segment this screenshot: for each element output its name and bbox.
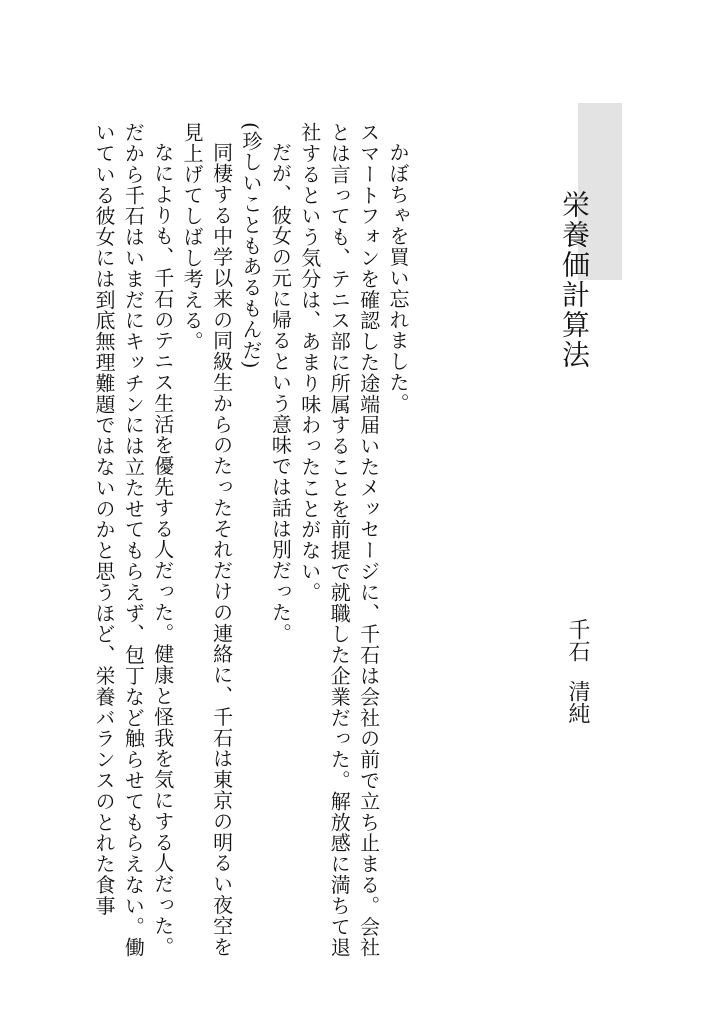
author-surname: 千石 — [565, 618, 590, 662]
author-given-name: 清純 — [565, 680, 590, 724]
paragraph: スマートフォンを確認した途端届いたメッセージに、千石は会社の前で立ち止まる。会社とは言っても、テニス部に所属することを前提で就職した企業だった。解放感に満ちて退社するという気分は、あまり味わったことがない。 — [297, 122, 381, 958]
paragraph: (珍しいこともあるもんだ) — [238, 122, 263, 370]
paragraph: 同棲する中学以来の同級生からのたったそれだけの連絡に、千石は東京の明るい夜空を見上げてしばし考える。 — [180, 122, 234, 958]
paragraph: なによりも、千石のテニス生活を優先する人だった。健康と怪我を気にする人だった。だから千石はいまだにキッチンには立たせてもらえず、包丁など触らせてもらえない。働いている彼女には到底無理難題ではないのかと思うほど、栄養バランスのとれた食事 — [91, 122, 175, 958]
page-title: 栄養価計算法 — [558, 190, 591, 370]
paragraph: だが、彼女の元に帰るという意味では話は別だった。 — [268, 142, 293, 644]
author-name — [563, 618, 591, 724]
paragraph: かぼちゃを買い忘れました。 — [386, 142, 410, 414]
body-text — [89, 122, 412, 962]
